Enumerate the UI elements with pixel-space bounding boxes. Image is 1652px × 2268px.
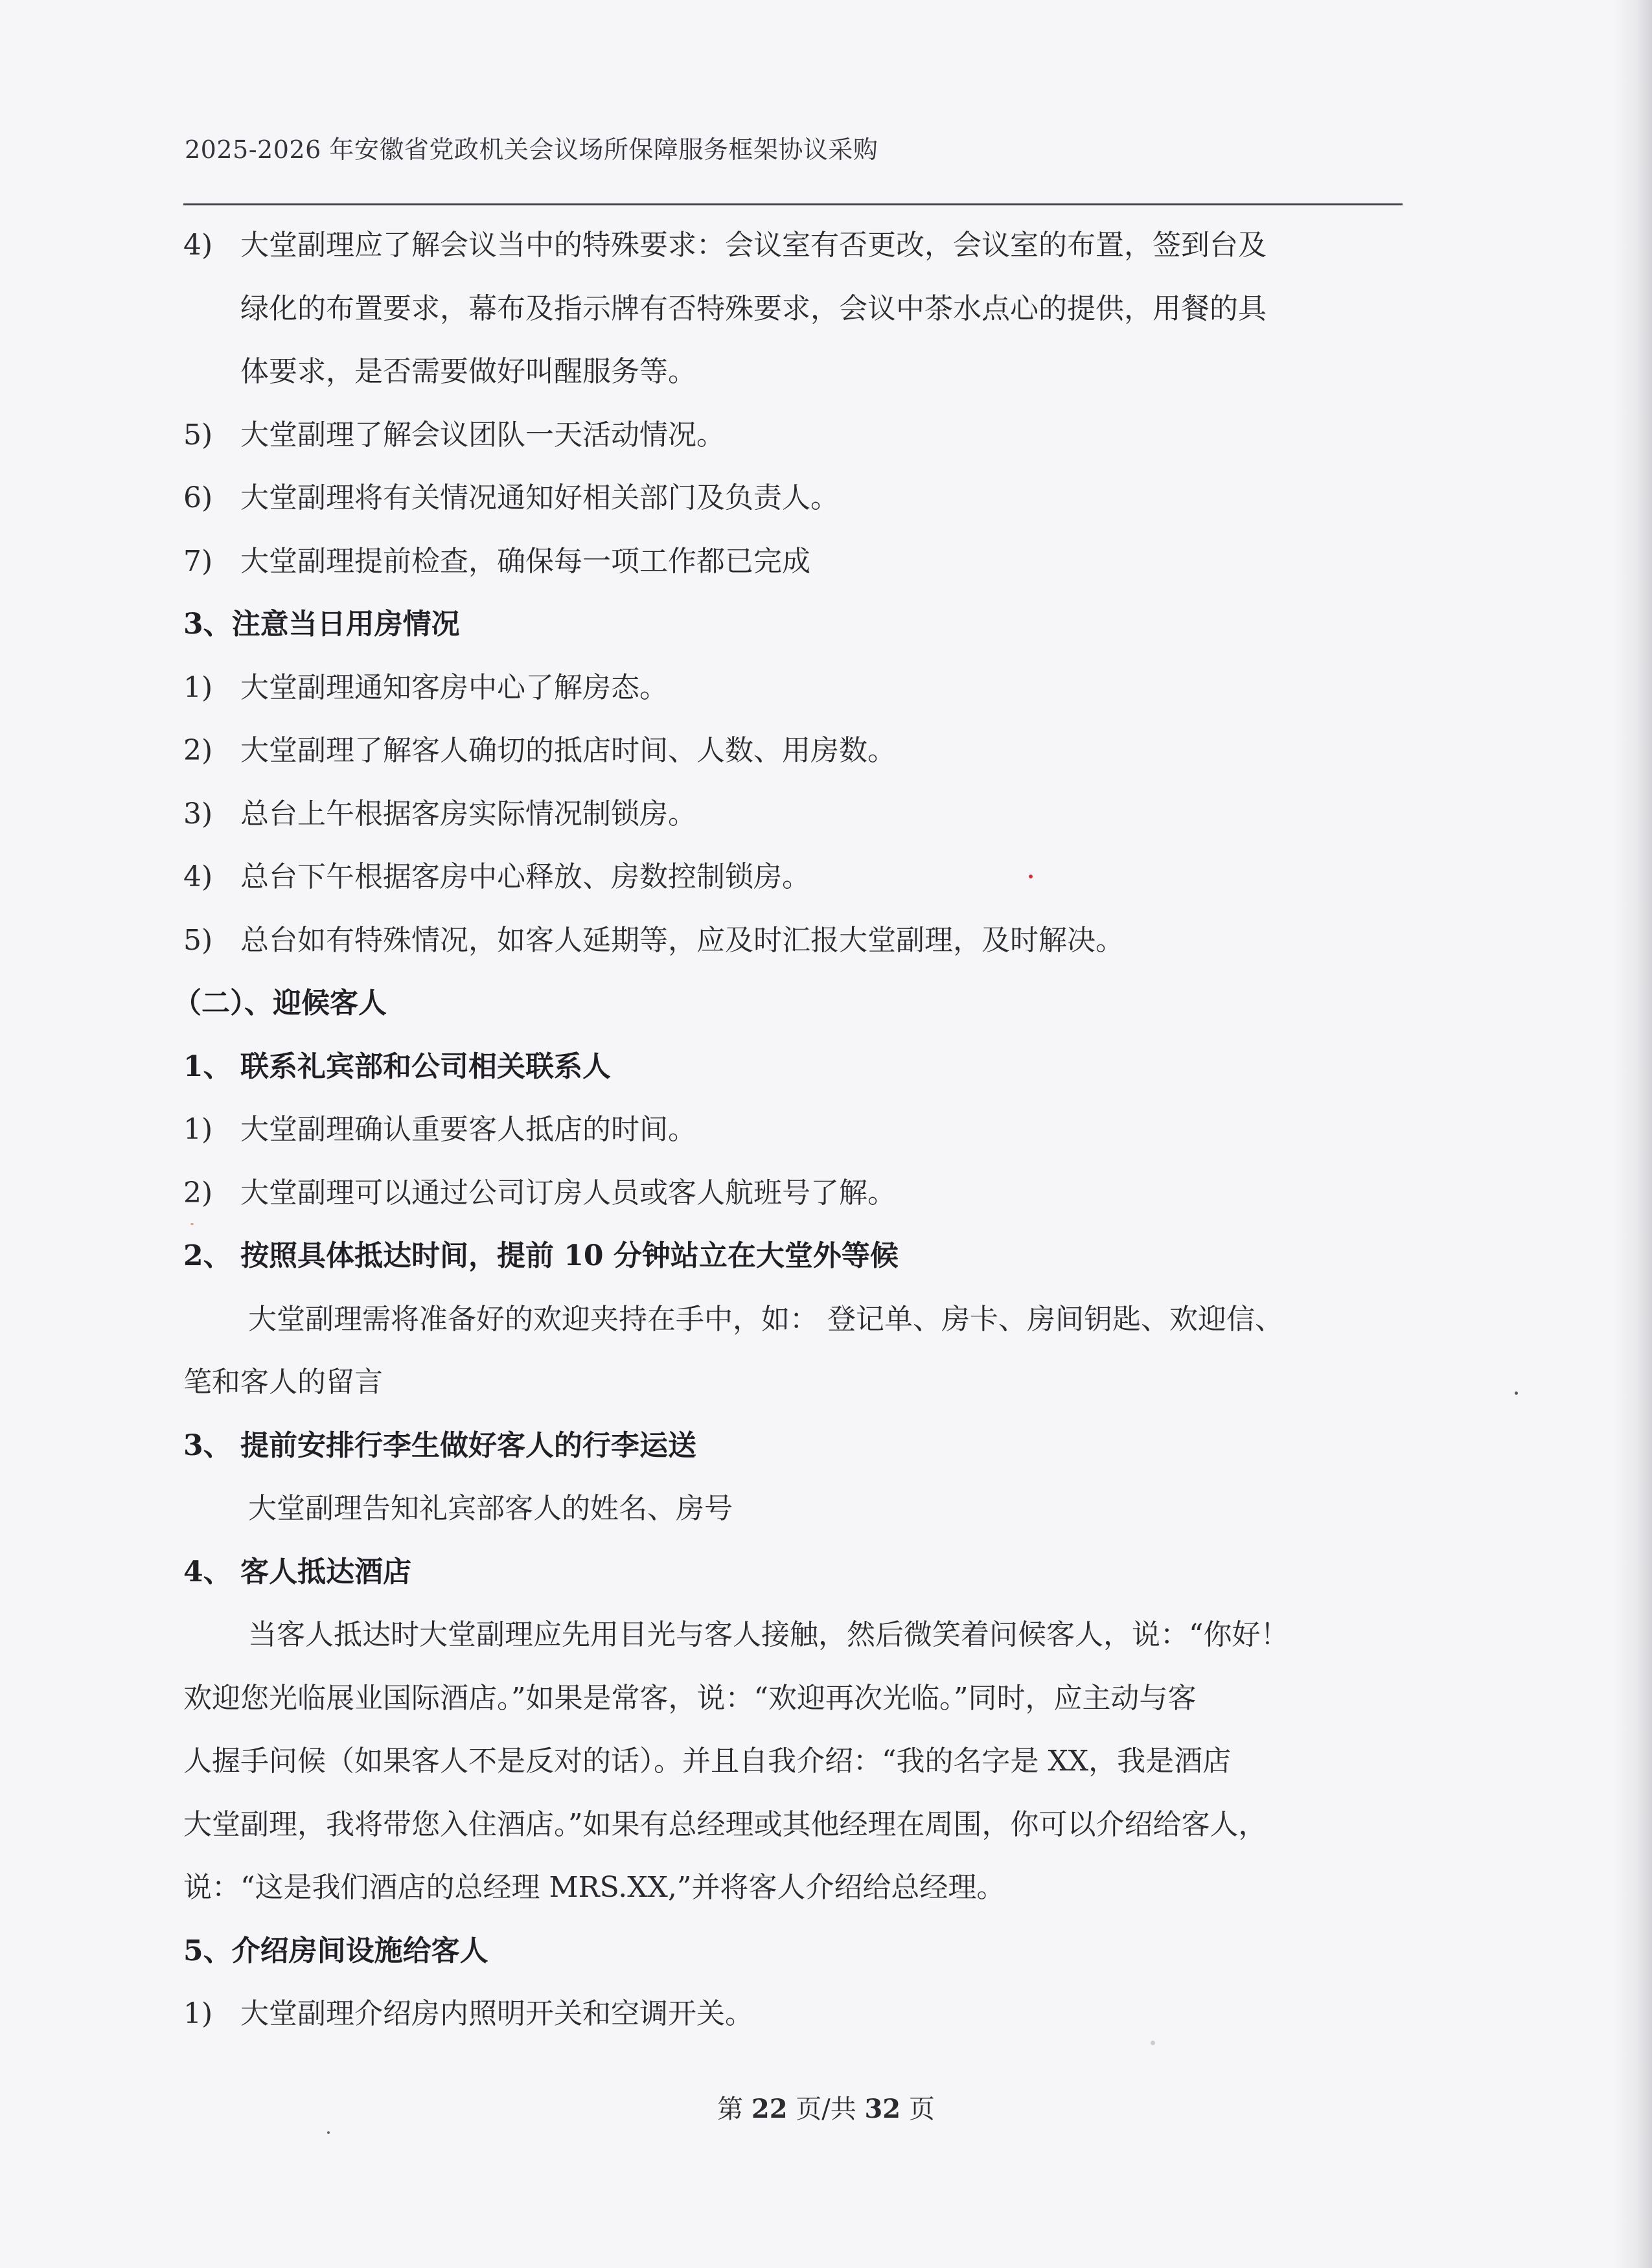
footer-prefix: 第 [717, 2094, 751, 2124]
paragraph-line: 大堂副理，我将带您入住酒店。”如果有总经理或其他经理在周围，你可以介绍给客人， [183, 1807, 1267, 1841]
list-item [183, 909, 1411, 972]
list-item-number: 7) [183, 544, 213, 578]
list-item-number: 2) [183, 1176, 213, 1209]
section-heading [183, 1414, 1411, 1478]
scan-speck [327, 2131, 330, 2134]
list-item-text: 大堂副理了解客人确切的抵店时间、人数、用房数。 [240, 734, 896, 767]
list-item-number: 4) [183, 229, 213, 262]
list-item [183, 1098, 1411, 1162]
list-item [183, 845, 1411, 909]
paragraph-line: 人握手问候（如果客人不是反对的话）。并且自我介绍：“我的名字是 XX，我是酒店 [183, 1745, 1232, 1778]
list-item-text: 大堂副理应了解会议当中的特殊要求：会议室有否更改，会议室的布置，签到台及 [240, 229, 1267, 262]
list-item [183, 404, 1411, 467]
list-item-text: 大堂副理确认重要客人抵店的时间。 [240, 1113, 696, 1146]
list-item-number: 2) [183, 734, 213, 767]
list-item-text: 大堂副理将有关情况通知好相关部门及负责人。 [240, 481, 839, 514]
scan-speck [190, 1223, 194, 1225]
scan-speck [1515, 1392, 1518, 1395]
list-item [183, 1162, 1411, 1225]
list-item-number: 4) [183, 860, 213, 893]
paragraph-line: 大堂副理告知礼宾部客人的姓名、房号 [248, 1492, 733, 1525]
footer-suffix: 页 [901, 2094, 935, 2124]
section-heading-text: 按照具体抵达时间，提前 10 分钟站立在大堂外等候 [240, 1239, 899, 1272]
paragraph-line: 说：“这是我们酒店的总经理 MRS.XX,”并将客人介绍给总经理。 [183, 1871, 1005, 1904]
section-heading-text: 联系礼宾部和公司相关联系人 [240, 1049, 611, 1083]
list-item [183, 466, 1411, 530]
list-item [183, 656, 1411, 720]
section-heading: 5、介绍房间设施给客人 [183, 1934, 488, 1967]
section-heading-text: 客人抵达酒店 [240, 1555, 411, 1588]
list-item-text: 大堂副理了解会议团队一天活动情况。 [240, 418, 725, 452]
list-item [183, 1982, 1411, 2046]
list-item-number: 6) [183, 481, 213, 514]
list-item-text: 大堂副理通知客房中心了解房态。 [240, 670, 668, 704]
list-item-continuation: 绿化的布置要求，幕布及指示牌有否特殊要求，会议中茶水点心的提供，用餐的具 [240, 292, 1267, 325]
section-heading [183, 1541, 1411, 1604]
section-heading [183, 1035, 1411, 1099]
section-heading-number: 1、 [183, 1049, 232, 1083]
list-item-text: 大堂副理介绍房内照明开关和空调开关。 [240, 1997, 753, 2030]
list-item [183, 214, 1411, 277]
current-page-number: 22 [751, 2094, 788, 2124]
list-item-text: 总台下午根据客房中心释放、房数控制锁房。 [240, 860, 810, 893]
scan-speck [1151, 2041, 1155, 2045]
document-header-title: 2025-2026 年安徽省党政机关会议场所保障服务框架协议采购 [185, 135, 878, 164]
section-heading-number: 3、 [183, 1428, 232, 1462]
list-item-number: 1) [183, 1997, 213, 2030]
scan-edge-shadow [1613, 0, 1652, 2268]
footer-middle: 页/共 [787, 2094, 865, 2124]
section-heading [183, 1224, 1411, 1288]
list-item [183, 530, 1411, 593]
section-heading-number: 4、 [183, 1555, 232, 1588]
list-item-text: 大堂副理可以通过公司订房人员或客人航班号了解。 [240, 1176, 896, 1209]
paragraph-line: 大堂副理需将准备好的欢迎夹持在手中，如： 登记单、房卡、房间钥匙、欢迎信、 [248, 1302, 1283, 1336]
page-number-footer [0, 2089, 1652, 2125]
paragraph-line: 欢迎您光临展业国际酒店。”如果是常客，说：“欢迎再次光临。”同时，应主动与客 [183, 1681, 1197, 1715]
list-item-number: 5) [183, 418, 213, 452]
section-heading-number: 2、 [183, 1239, 232, 1272]
paragraph-line: 笔和客人的留言 [183, 1366, 383, 1399]
list-item-number: 1) [183, 1113, 213, 1146]
list-item [183, 783, 1411, 846]
list-item-number: 5) [183, 923, 213, 957]
list-item-continuation: 体要求，是否需要做好叫醒服务等。 [240, 355, 696, 388]
list-item [183, 719, 1411, 783]
header-divider [183, 203, 1403, 205]
list-item-text: 大堂副理提前检查，确保每一项工作都已完成 [240, 544, 810, 578]
list-item-text: 总台如有特殊情况，如客人延期等，应及时汇报大堂副理，及时解决。 [240, 923, 1124, 957]
total-page-count: 32 [864, 2094, 901, 2124]
paragraph-line: 当客人抵达时大堂副理应先用目光与客人接触，然后微笑着问候客人，说：“你好！ [248, 1618, 1289, 1651]
list-item-text: 总台上午根据客房实际情况制锁房。 [240, 797, 696, 830]
scan-speck [1029, 875, 1033, 878]
part-heading: （二）、迎候客人 [173, 987, 387, 1020]
document-body [173, 214, 1411, 2046]
section-heading: 3、注意当日用房情况 [183, 608, 460, 641]
list-item-number: 3) [183, 797, 213, 830]
list-item-number: 1) [183, 670, 213, 704]
section-heading-text: 提前安排行李生做好客人的行李运送 [240, 1428, 696, 1462]
